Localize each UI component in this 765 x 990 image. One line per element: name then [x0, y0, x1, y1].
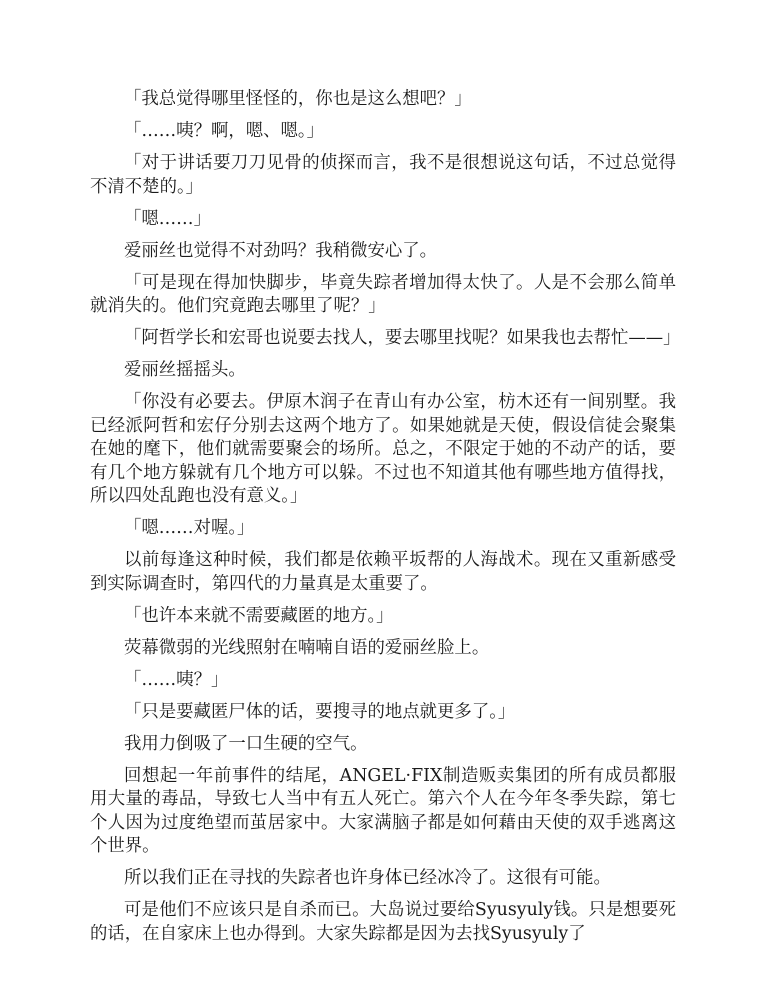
paragraph: 爱丽丝也觉得不对劲吗？我稍微安心了。 [124, 240, 438, 261]
paragraph: 「嗯……对喔。」 [124, 518, 255, 538]
paragraph: 回想起一年前事件的结尾，ANGEL·FIX制造贩卖集团的所有成员都服用大量的毒品，导致七人当中有五人死亡。第六个人在今年冬季失踪，第七个人因为过度绝望而茧居家中。大家满脑子都是如何藉由天使的双手逃离这个世界。 [90, 765, 676, 856]
paragraph: 荧幕微弱的光线照射在喃喃自语的爱丽丝脸上。 [124, 637, 490, 658]
paragraph: 以前每逢这种时候，我们都是依赖平坂帮的人海战术。现在又重新感受到实际调查时，第四代的力量真是太重要了。 [90, 550, 676, 594]
document-page [90, 88, 681, 955]
paragraph: 「……咦？」 [124, 669, 229, 690]
paragraph: 爱丽丝摇摇头。 [124, 360, 246, 380]
paragraph: 「我总觉得哪里怪怪的，你也是这么想吧？」 [124, 89, 472, 109]
paragraph: 「只是要藏匿尸体的话，要搜寻的地点就更多了。」 [124, 701, 516, 722]
paragraph: 「对于讲话要刀刀见骨的侦探而言，我不是很想说这句话，不过总觉得不清不楚的。」 [90, 153, 676, 197]
paragraph: 「你没有必要去。伊原木润子在青山有办公室，枋木还有一间别墅。我已经派阿哲和宏仔分别去这两个地方了。如果她就是天使，假设信徒会聚集在她的麾下，他们就需要聚会的场所。总之，不限定于她的不动产的话，要有几个地方躲就有几个地方可以躲。不过也不知道其他有哪些地方值得找，所以四处乱跑也没有意义。」 [90, 392, 676, 506]
paragraph: 可是他们不应该只是自杀而已。大岛说过要给Syusyuly钱。只是想要死的话，在自家床上也办得到。大家失踪都是因为去找Syusyuly了 [90, 900, 676, 944]
paragraph: 「……咦？啊，嗯、嗯。」 [124, 121, 324, 141]
paragraph: 所以我们正在寻找的失踪者也许身体已经冰冷了。这很有可能。 [124, 868, 611, 888]
paragraph: 「可是现在得加快脚步，毕竟失踪者增加得太快了。人是不会那么简单就消失的。他们究竟跑去哪里了呢？」 [90, 272, 676, 316]
paragraph: 「也许本来就不需要藏匿的地方。」 [124, 605, 394, 626]
paragraph: 我用力倒吸了一口生硬的空气。 [124, 733, 368, 754]
paragraph: 「阿哲学长和宏哥也说要去找人，要去哪里找呢？如果我也去帮忙——」 [124, 328, 681, 348]
paragraph: 「嗯……」 [124, 208, 211, 229]
